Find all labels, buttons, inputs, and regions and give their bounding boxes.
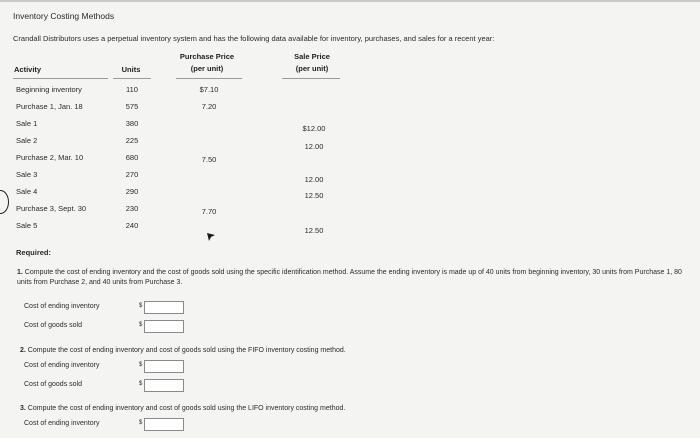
required-heading: Required: xyxy=(16,248,52,257)
row-units: 270 xyxy=(125,170,139,179)
top-divider xyxy=(0,0,700,2)
q2-ending-inventory-label: Cost of ending inventory xyxy=(24,362,100,369)
question-3 xyxy=(20,404,345,414)
row-sale-price: 12.00 xyxy=(304,175,324,184)
page-title: Inventory Costing Methods xyxy=(13,11,115,21)
row-activity: Beginning inventory xyxy=(16,85,82,94)
q1-ending-inventory-label: Cost of ending inventory xyxy=(24,303,100,310)
question-2 xyxy=(20,346,346,356)
row-units: 230 xyxy=(125,204,139,213)
header-purchase-line1: Purchase Price xyxy=(179,52,235,61)
q2-cogs-label: Cost of goods sold xyxy=(24,381,82,388)
table-row xyxy=(0,99,700,116)
header-rule xyxy=(176,78,242,79)
header-rule xyxy=(13,78,108,79)
question-1-number: 1. xyxy=(17,269,23,276)
row-purchase-price: 7.70 xyxy=(201,207,217,216)
question-2-number: 2. xyxy=(20,347,26,354)
row-activity: Sale 2 xyxy=(16,136,38,145)
row-activity: Purchase 3, Sept. 30 xyxy=(16,204,87,213)
cursor-arrow-icon xyxy=(206,232,216,242)
row-units: 290 xyxy=(125,187,139,196)
row-units: 225 xyxy=(125,136,139,145)
row-purchase-price: 7.50 xyxy=(201,155,217,164)
q1-cogs-input[interactable] xyxy=(144,320,184,333)
row-units: 680 xyxy=(125,153,139,162)
table-row xyxy=(0,167,700,184)
header-activity: Activity xyxy=(14,65,42,74)
table-row xyxy=(0,201,700,218)
question-1-text: Compute the cost of ending inventory and the cost of goods sold using the specific identification method. Assume the ending inventory is made up of 40 units from beginning inventory, 30 units from Purchase 1, 80 units from Purchase 2, and 40 units from Purchase 3. xyxy=(17,269,682,286)
table-row xyxy=(0,82,700,99)
row-units: 110 xyxy=(126,85,138,94)
table-row xyxy=(0,150,700,167)
q2-cogs-input[interactable] xyxy=(144,379,184,392)
question-2-text: Compute the cost of ending inventory and cost of goods sold using the FIFO inventory costing method. xyxy=(27,347,346,354)
currency-symbol: $ xyxy=(139,322,143,328)
q1-cogs-label: Cost of goods sold xyxy=(24,322,82,329)
table-row xyxy=(0,116,700,133)
row-sale-price: $12.00 xyxy=(302,124,326,133)
q3-ending-inventory-label: Cost of ending inventory xyxy=(24,420,100,427)
currency-symbol: $ xyxy=(139,420,143,426)
table-row xyxy=(0,218,700,235)
header-rule xyxy=(282,78,340,79)
row-purchase-price: 7.20 xyxy=(201,102,217,111)
row-activity: Purchase 2, Mar. 10 xyxy=(16,153,84,162)
header-sale-line2: (per unit) xyxy=(295,64,329,73)
header-purchase-line2: (per unit) xyxy=(190,64,224,73)
row-activity: Sale 1 xyxy=(16,119,38,128)
intro-text: Crandall Distributors uses a perpetual inventory system and has the following data available for inventory, purchases, and sales for a recent year: xyxy=(13,34,495,43)
row-activity: Sale 4 xyxy=(16,187,38,196)
table-row xyxy=(0,133,700,150)
table-row xyxy=(0,184,700,201)
header-purchase-price xyxy=(168,51,246,75)
question-3-number: 3. xyxy=(20,405,26,412)
row-purchase-price: $7.10 xyxy=(199,85,219,94)
header-rule xyxy=(113,78,151,79)
currency-symbol: $ xyxy=(139,362,143,368)
question-1 xyxy=(17,268,689,288)
row-sale-price: 12.00 xyxy=(304,142,324,151)
row-activity: Sale 3 xyxy=(16,170,38,179)
currency-symbol: $ xyxy=(139,381,143,387)
question-3-text: Compute the cost of ending inventory and cost of goods sold using the LIFO inventory costing method. xyxy=(27,405,346,412)
q2-ending-inventory-input[interactable] xyxy=(144,360,184,373)
row-sale-price: 12.50 xyxy=(304,191,324,200)
row-activity: Purchase 1, Jan. 18 xyxy=(16,102,83,111)
currency-symbol: $ xyxy=(139,303,143,309)
q3-ending-inventory-input[interactable] xyxy=(144,418,184,431)
row-sale-price: 12.50 xyxy=(304,226,324,235)
row-units: 380 xyxy=(125,119,139,128)
q1-ending-inventory-input[interactable] xyxy=(144,301,184,314)
header-sale-line1: Sale Price xyxy=(294,52,330,61)
header-sale-price xyxy=(276,51,348,75)
row-units: 240 xyxy=(125,221,139,230)
header-units: Units xyxy=(121,65,141,74)
row-activity: Sale 5 xyxy=(16,221,38,230)
row-units: 575 xyxy=(125,102,139,111)
